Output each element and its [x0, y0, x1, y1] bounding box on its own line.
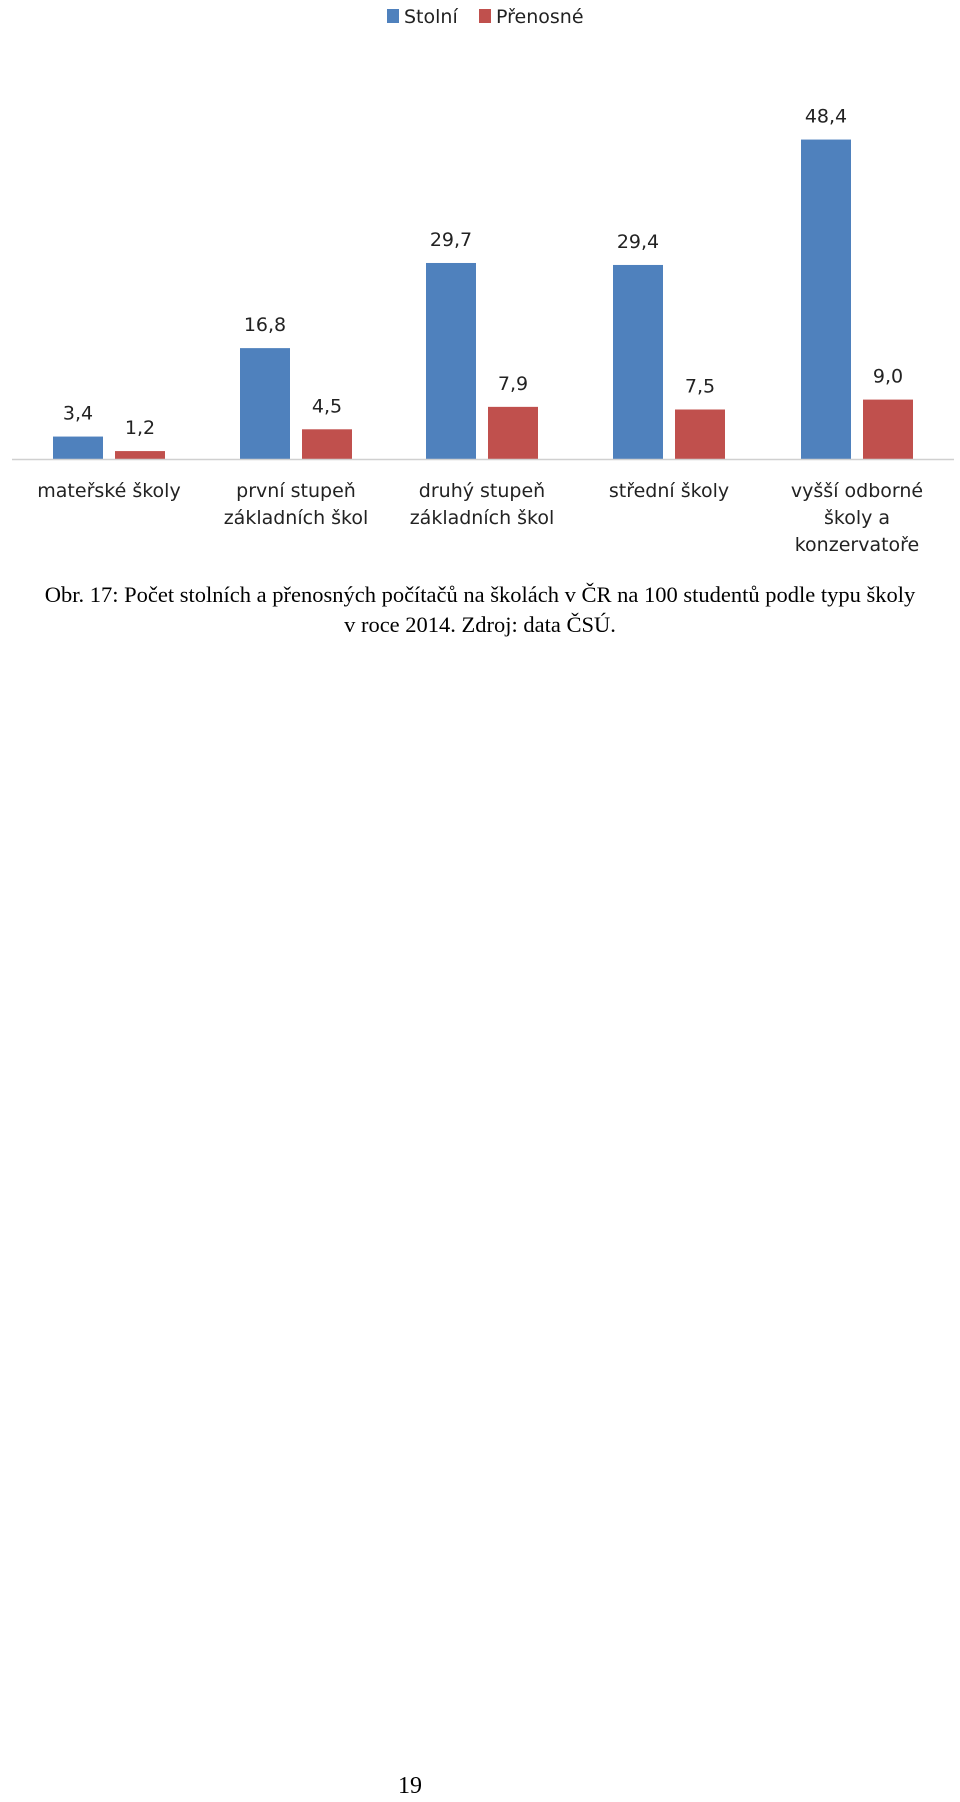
- category-label-4: [791, 480, 923, 556]
- category-label-1-line-0: první stupeň: [236, 480, 356, 502]
- legend-swatch-prenosne: [479, 9, 491, 23]
- value-label-stolni-2: 29,7: [429, 228, 473, 251]
- bar-stolni-4: [801, 140, 851, 459]
- category-label-0: [37, 480, 180, 502]
- value-label-stolni-1: 16,8: [243, 314, 287, 337]
- bar-stolni-2: [426, 263, 476, 459]
- figure-caption: [0, 580, 960, 640]
- bar-prenosne-1: [302, 429, 352, 459]
- category-label-2-line-1: základních škol: [409, 507, 555, 529]
- value-label-prenosne-4: 9,0: [872, 365, 904, 388]
- value-label-prenosne-0: 1,2: [124, 417, 156, 440]
- category-label-4-line-0: vyšší odborné: [790, 480, 924, 502]
- legend-label-prenosne: Přenosné: [496, 6, 584, 28]
- value-label-stolni-3: 29,4: [616, 230, 660, 253]
- category-label-2-line-0: druhý stupeň: [418, 480, 546, 502]
- caption-line-1: Obr. 17: Počet stolních a přenosných počítačů na školách v ČR na 100 studentů podle typu školy: [44, 582, 916, 607]
- legend-swatch-stolni: [387, 9, 399, 23]
- category-labels-group: [37, 480, 923, 556]
- value-label-prenosne-1: 4,5: [311, 395, 343, 418]
- bar-prenosne-0: [115, 451, 165, 459]
- value-label-prenosne-3: 7,5: [684, 375, 716, 398]
- value-label-stolni-0: 3,4: [62, 402, 94, 425]
- value-labels-group: [63, 106, 903, 440]
- bar-prenosne-4: [863, 400, 913, 459]
- value-label-stolni-4: 48,4: [804, 105, 848, 128]
- bar-stolni-0: [53, 437, 103, 459]
- legend-label-stolni: Stolní: [404, 6, 458, 28]
- value-label-prenosne-2: 7,9: [497, 372, 529, 395]
- bars-group: [53, 140, 913, 459]
- category-label-1-line-1: základních škol: [223, 507, 369, 529]
- category-label-1: [224, 480, 369, 529]
- bar-prenosne-2: [488, 407, 538, 459]
- bar-stolni-3: [613, 265, 663, 459]
- category-label-3-line-0: střední školy: [608, 480, 730, 502]
- category-label-4-line-1: školy a: [823, 507, 891, 529]
- category-label-2: [410, 480, 555, 529]
- legend: [387, 6, 584, 28]
- bar-chart: [0, 0, 960, 570]
- category-label-3: [609, 480, 729, 502]
- caption-line-2: v roce 2014. Zdroj: data ČSÚ.: [344, 612, 616, 637]
- bar-prenosne-3: [675, 410, 725, 460]
- category-label-0-line-0: mateřské školy: [37, 480, 181, 502]
- bar-stolni-1: [240, 348, 290, 459]
- category-label-4-line-2: konzervatoře: [794, 534, 920, 556]
- page-number: 19: [398, 1773, 422, 1799]
